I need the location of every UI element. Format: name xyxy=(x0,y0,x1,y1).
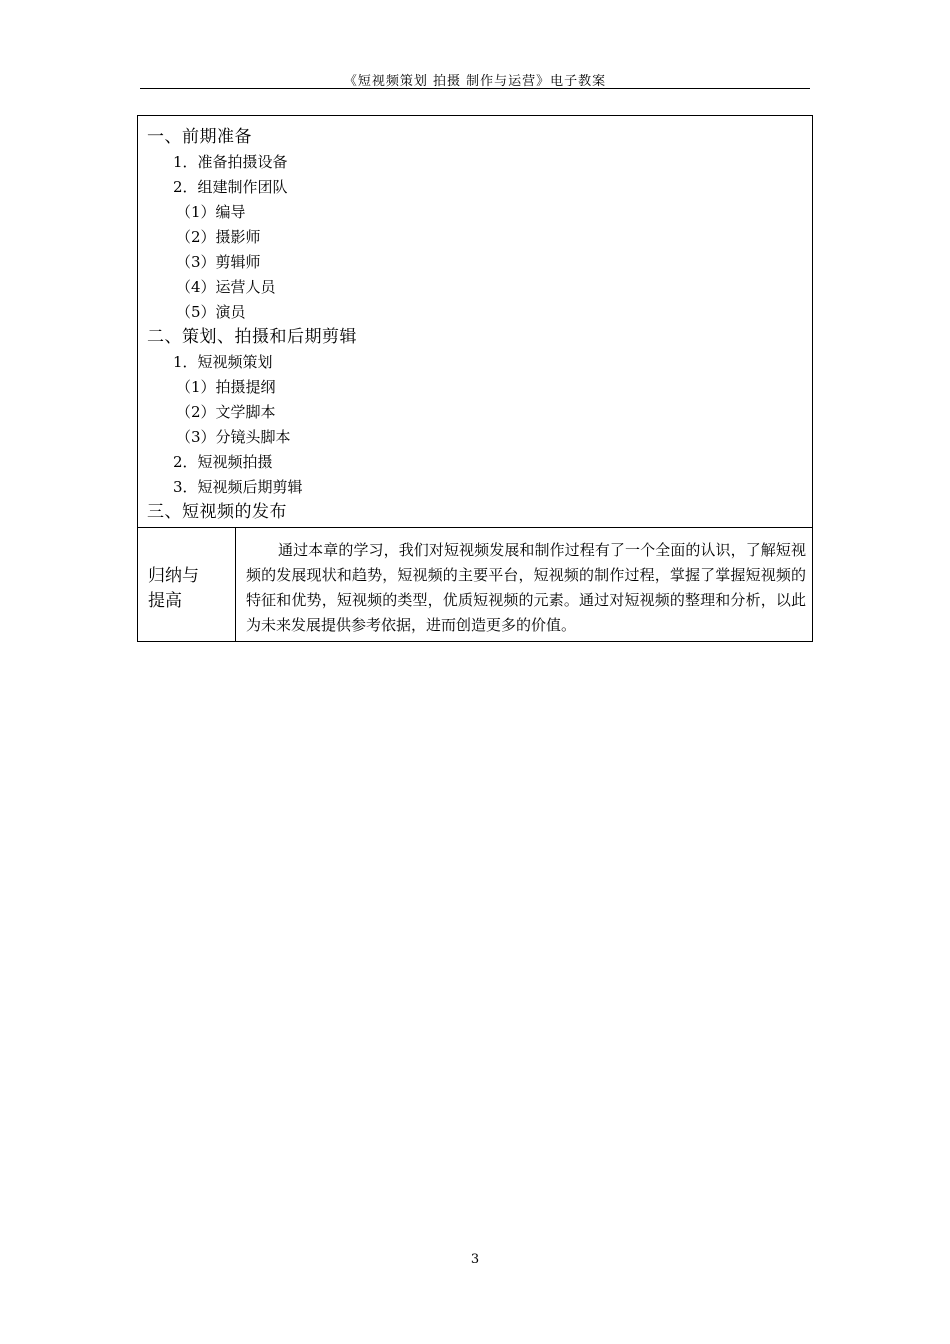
outline-subitem: （4）运营人员 xyxy=(176,278,276,296)
section-heading-2: 二、策划、拍摄和后期剪辑 xyxy=(147,327,357,347)
summary-label-cell xyxy=(138,528,236,641)
outline-item: 2．组建制作团队 xyxy=(173,178,288,196)
outline-subitem: （1）编导 xyxy=(176,203,246,221)
summary-paragraph: 通过本章的学习，我们对短视频发展和制作过程有了一个全面的认识，了解短视频的发展现状和趋势，短视频的主要平台，短视频的制作过程，掌握了掌握短视频的特征和优势，短视频的类型，优质短视频的元素。通过对短视频的整理和分析，以此为未来发展提供参考依据，进而创造更多的价值。 xyxy=(246,541,806,634)
outline-cell xyxy=(138,116,812,528)
page-number: 3 xyxy=(470,1252,480,1267)
outline-subitem: （2）摄影师 xyxy=(176,228,261,246)
outline-item: 2．短视频拍摄 xyxy=(173,453,273,471)
section-heading-1: 一、前期准备 xyxy=(147,127,252,147)
section-heading-3: 三、短视频的发布 xyxy=(147,502,287,522)
outline-item: 3．短视频后期剪辑 xyxy=(173,478,303,496)
header-rule xyxy=(140,88,810,89)
outline-subitem: （1）拍摄提纲 xyxy=(176,378,276,396)
summary-label-line-1: 归纳与 xyxy=(148,566,199,586)
outline-subitem: （3）分镜头脚本 xyxy=(176,428,291,446)
outline-item: 1．准备拍摄设备 xyxy=(173,153,288,171)
outline-subitem: （3）剪辑师 xyxy=(176,253,261,271)
outline-item: 1．短视频策划 xyxy=(173,353,273,371)
outline-subitem: （2）文学脚本 xyxy=(176,403,276,421)
lesson-outline-table xyxy=(137,115,813,642)
summary-label-line-2: 提高 xyxy=(148,591,182,611)
outline-subitem: （5）演员 xyxy=(176,303,246,321)
page-header-title: 《短视频策划 拍摄 制作与运营》电子教案 xyxy=(343,74,607,89)
